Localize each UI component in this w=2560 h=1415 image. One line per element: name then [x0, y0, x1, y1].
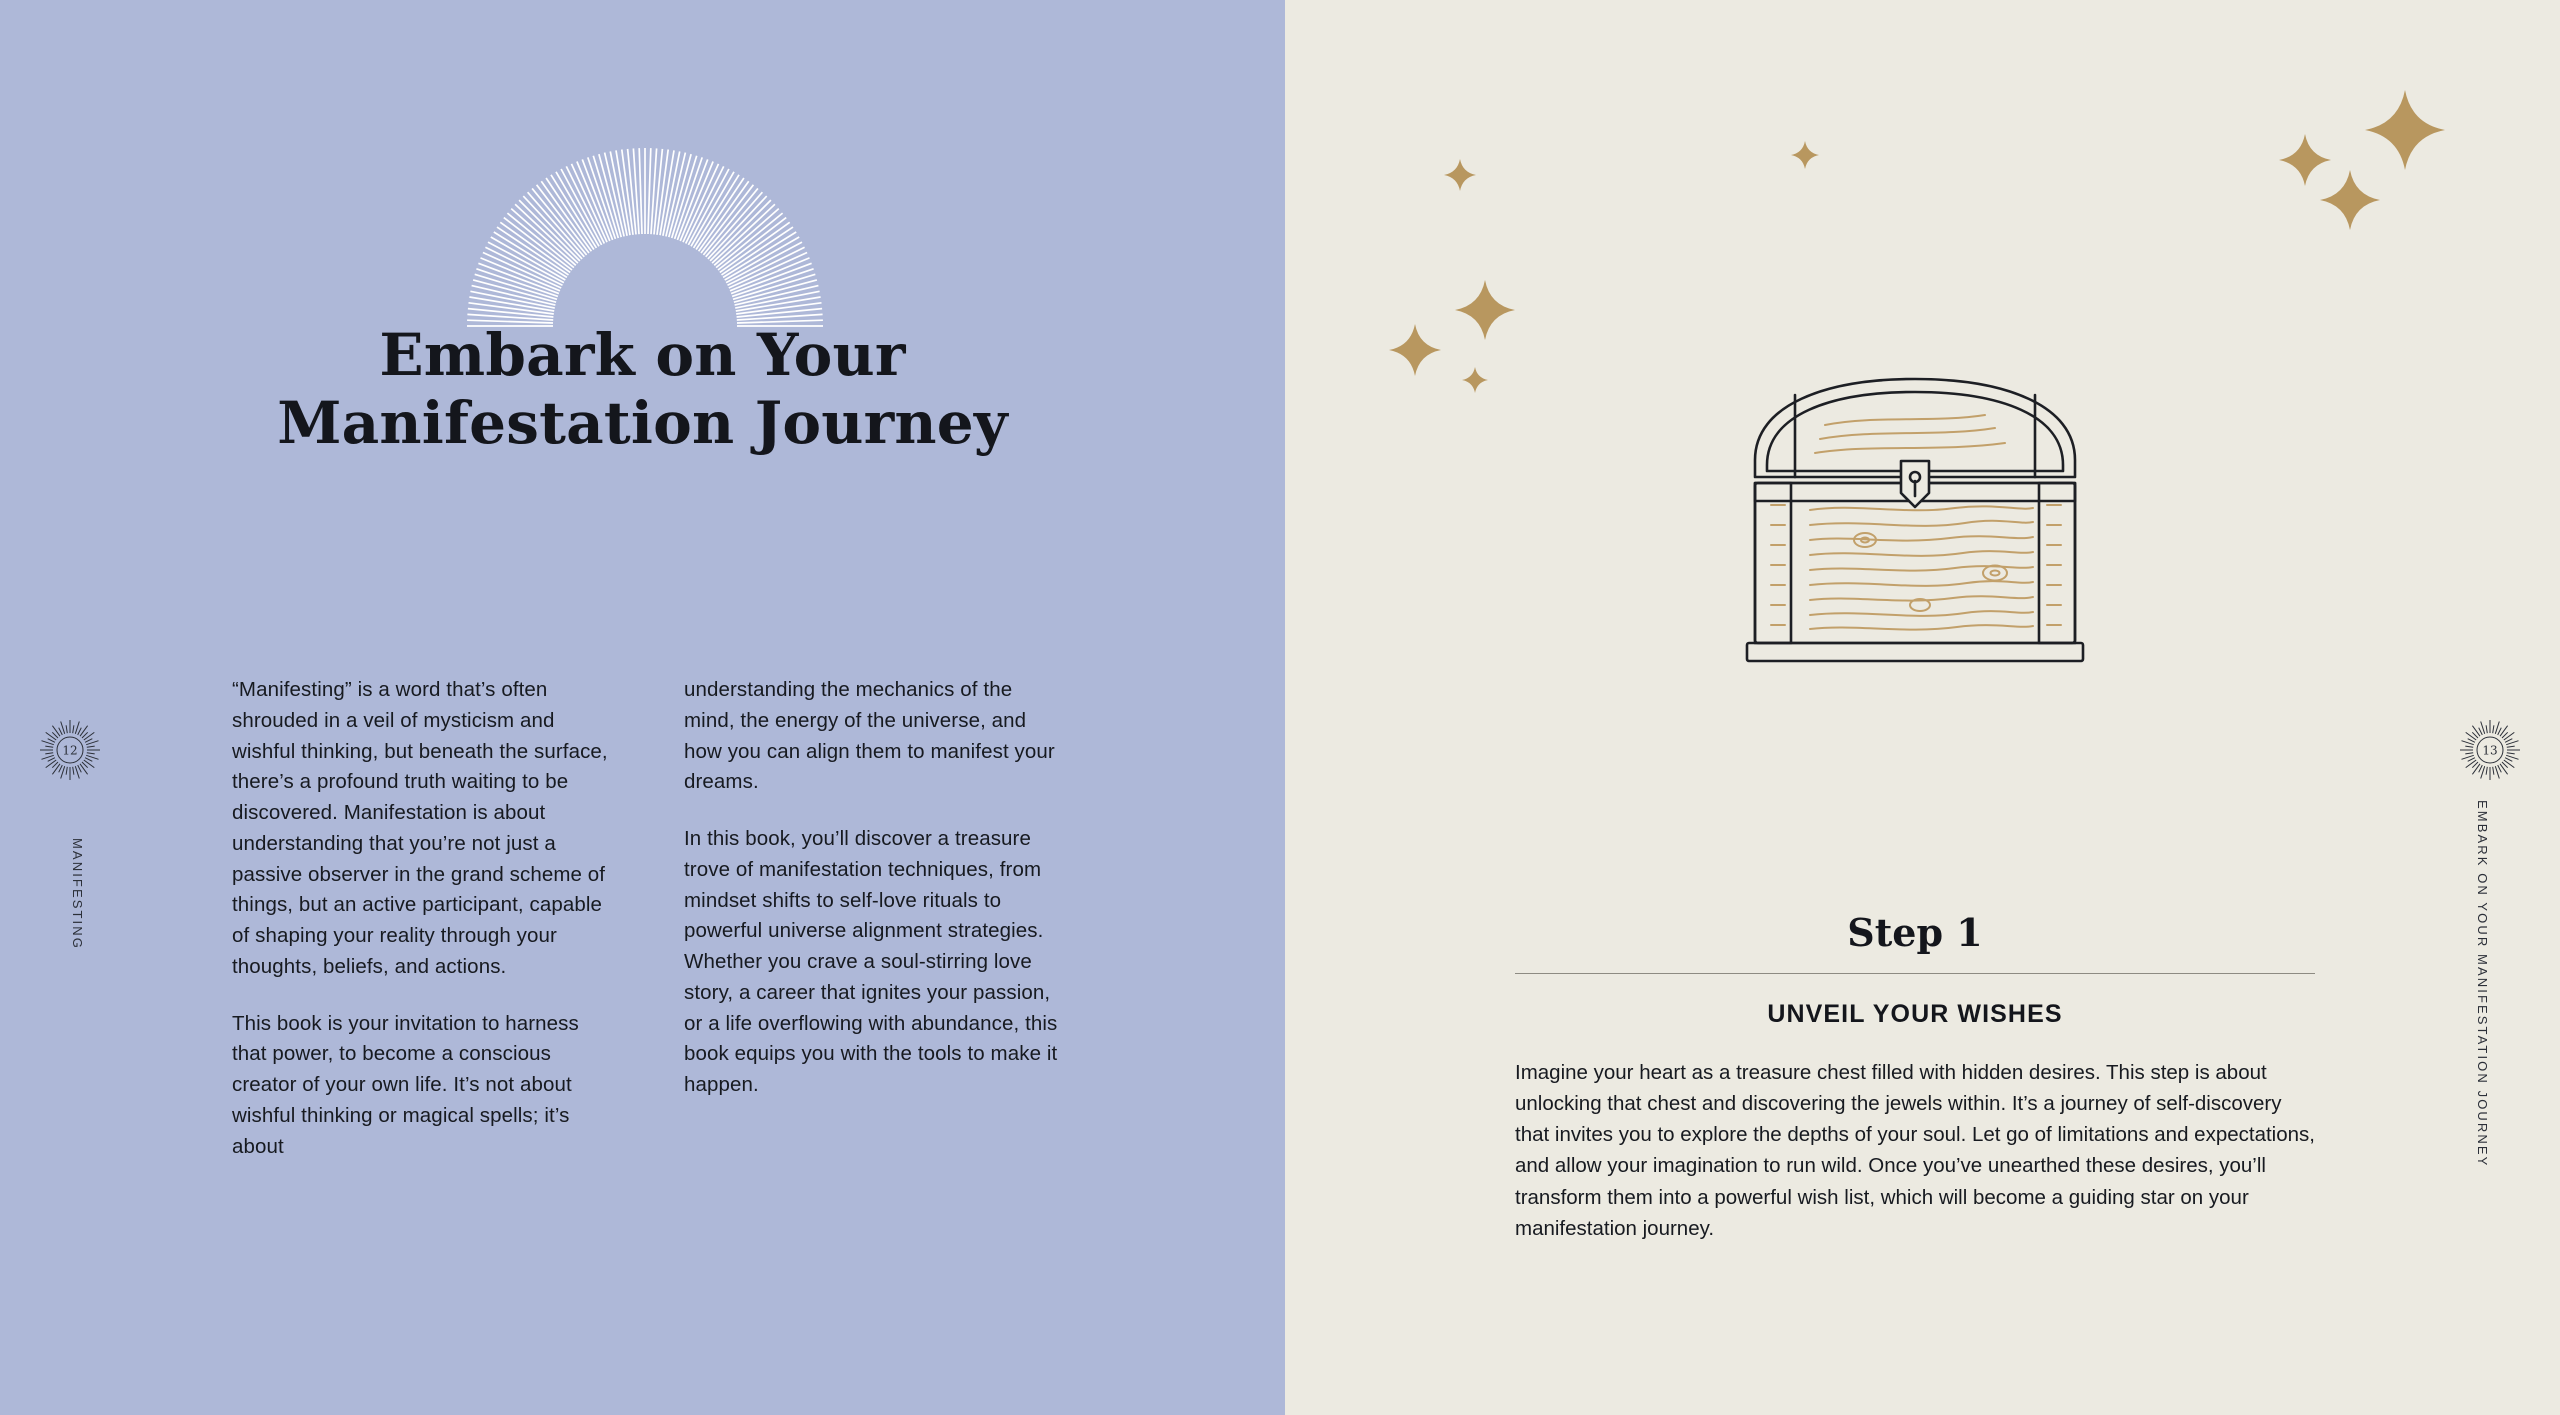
- step-section: [1515, 910, 2315, 1244]
- step-body-text: Imagine your heart as a treasure chest filled with hidden desires. This step is about unlocking that chest and discovering the jewels within. It’s a journey of self-discovery that invites you to explore the depths of your soul. Let go of limitations and expectations, and allow your imagination to run wild. Once you’ve unearthed these desires, you’ll transform them into a powerful wish list, which will become a guiding star on your manifestation journey.: [1515, 1061, 2315, 1240]
- body-column-2: [684, 675, 1062, 1162]
- divider: [1515, 973, 2315, 974]
- title-line-2: Manifestation Journey: [277, 388, 1008, 457]
- page-title: [0, 322, 1285, 458]
- body-column-1: [232, 675, 610, 1162]
- title-line-1: Embark on Your: [379, 321, 906, 389]
- svg-text:13: 13: [2482, 743, 2498, 758]
- sunburst-arc-icon: [455, 130, 835, 330]
- step-title: Step 1: [1847, 910, 1983, 955]
- svg-text:12: 12: [62, 743, 78, 758]
- page-number-badge-left: [30, 710, 110, 790]
- paragraph: understanding the mechanics of the mind, the energy of the universe, and how you can align them to manifest your dreams.: [684, 678, 1055, 794]
- paragraph: “Manifesting” is a word that’s often shrouded in a veil of mysticism and wishful thinking, but beneath the surface, there’s a profound truth waiting to be discovered. Manifestation is about understanding that you’re not just a passive observer in the grand scheme of things, but an active participant, capable of shaping your reality through your thoughts, beliefs, and actions.: [232, 678, 608, 978]
- body-columns: [232, 675, 1062, 1162]
- right-page: [1285, 0, 2560, 1415]
- paragraph: In this book, you’ll discover a treasure trove of manifestation techniques, from mindset shifts to self-love rituals to powerful universe alignment strategies. Whether you crave a soul-stirring love story, a career that ignites your passion, or a life overflowing with abundance, this book equips you with the tools to make it happen.: [684, 827, 1058, 1096]
- running-head-left: MANIFESTING: [70, 838, 85, 950]
- running-head-right: EMBARK ON YOUR MANIFESTATION JOURNEY: [2475, 800, 2490, 1168]
- step-subtitle: UNVEIL YOUR WISHES: [1767, 1000, 2063, 1028]
- page-number-badge-right: [2450, 710, 2530, 790]
- paragraph: This book is your invitation to harness that power, to become a conscious creator of your own life. It’s not about wishful thinking or magical spells; it’s about: [232, 1011, 579, 1158]
- treasure-chest-icon: [1715, 365, 2115, 685]
